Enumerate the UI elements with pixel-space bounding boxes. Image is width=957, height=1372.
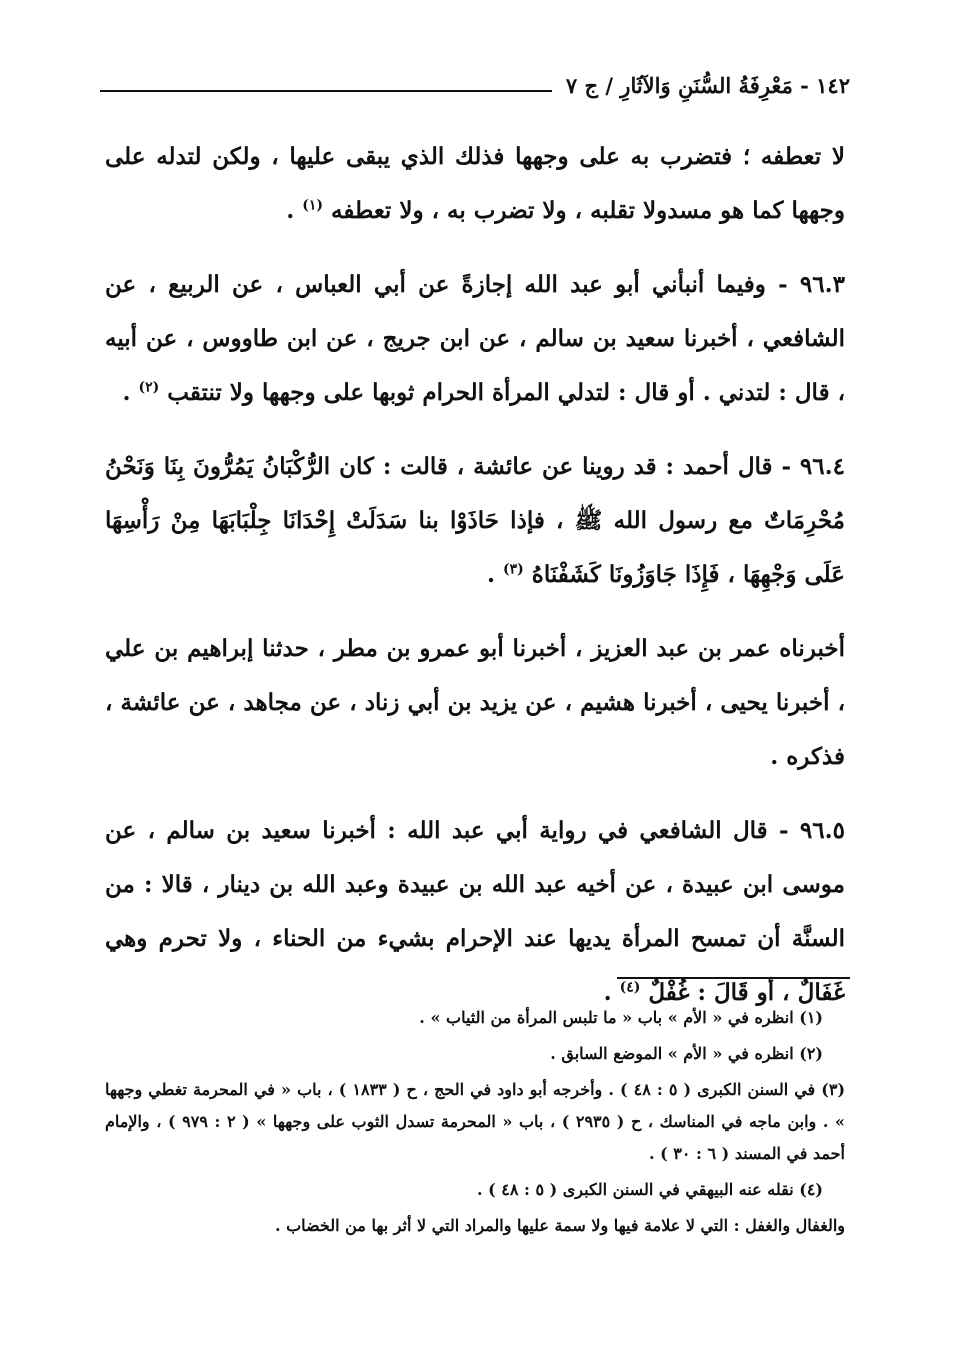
footnote-ref: (١) [302, 197, 323, 214]
footnote: (٤) نقله عنه البيهقي في السنن الكبرى ( ٥ : ٤٨ ) . [476, 1180, 823, 1199]
running-title: ١٤٢ - مَعْرِفَةُ السُّنَنِ وَالآثَارِ / ج ٧ [565, 73, 850, 98]
footnote-ref: (٣) [503, 561, 524, 578]
footnote: (٢) انظره في « الأم » الموضع السابق . [550, 1044, 823, 1063]
footnote-separator [617, 977, 850, 979]
footnote-ref: (٤) [619, 979, 641, 996]
paragraph: لا تعطفه ؛ فتضرب به على وجهها فذلك الذي يبقى عليها ، ولكن لتدله على وجهها كما هو مسدولا تقلبه ، ولا تضرب به ، ولا تعطفه $^{(١)}$ . [105, 143, 845, 224]
footnotes [105, 1002, 845, 1246]
header-rule [100, 90, 552, 92]
paragraph: ٩٦.٣ - وفيما أنبأني أبو عبد الله إجازةً عن أبي العباس ، عن الربيع ، عن الشافعي ، أخبرنا سعيد بن سالم ، عن ابن جريج ، عن ابن طاووس ، عن أبيه ، قال : لتدني . أو قال : لتدلي المرأة الحرام ثوبها على وجهها ولا تنتقب $^{(٢)}$ . [105, 271, 845, 406]
footnote: والغفال والغفل : التي لا علامة فيها ولا سمة عليها والمراد التي لا أثر بها من الخضاب . [274, 1216, 845, 1235]
footnote: (١) انظره في « الأم » باب « ما تلبس المرأة من الثياب » . [419, 1008, 823, 1027]
paragraph: أخبرناه عمر بن عبد العزيز ، أخبرنا أبو عمرو بن مطر ، حدثنا إبراهيم بن علي ، أخبرنا يحيى ، أخبرنا هشيم ، عن يزيد بن أبي زناد ، عن مجاهد ، عن عائشة ، فذكره . [105, 635, 845, 770]
paragraph: ٩٦.٥ - قال الشافعي في رواية أبي عبد الله : أخبرنا سعيد بن سالم ، عن موسى ابن عبيدة ، عن أخيه عبد الله بن عبيدة وعبد الله بن دينار ، قالا : من السنَّة أن تمسح المرأة يديها عند الإحرام بشيء من الحناء ، ولا تحرم وهي غَفَالٌ ، أو قَالَ : غُفْلٌ $^{(٤)}$ . [105, 817, 845, 1006]
footnote: (٣) في السنن الكبرى ( ٥ : ٤٨ ) . وأخرجه أبو داود في الحج ، ح ( ١٨٣٣ ) ، باب « في المحرمة تغطي وجهها » . وابن ماجه في المناسك ، ح ( ٢٩٣٥ ) ، باب « المحرمة تسدل الثوب على وجهها » ( ٢ : ٩٧٩ ) ، والإمام أحمد في المسند ( ٦ : ٣٠ ) . [105, 1080, 846, 1163]
paragraph: ٩٦.٤ - قال أحمد : قد روينا عن عائشة ، قالت : كان الرُّكْبَانُ يَمُرُّونَ بِنَا وَنَحْنُ مُحْرِمَاتٌ مع رسول الله ﷺ ، فإذا حَاذَوْا بنا سَدَلَتْ إِحْدَانَا جِلْبَابَهَا مِنْ رَأْسِهَا عَلَى وَجْهِهَا ، فَإِذَا جَاوَزُونَا كَشَفْنَاهُ $^{(٣)}$ . [105, 453, 845, 588]
page-header [100, 62, 850, 102]
main-text [105, 130, 845, 1040]
footnote-ref: (٢) [138, 379, 160, 396]
